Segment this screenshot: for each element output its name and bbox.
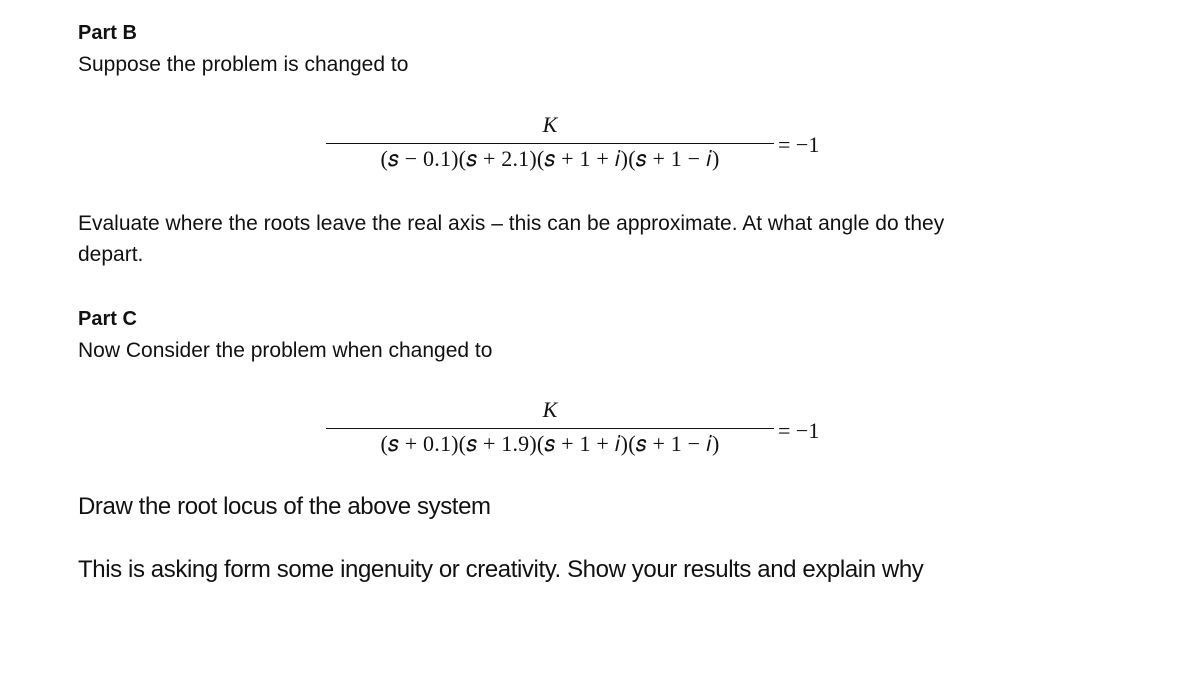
part-c-intro: Now Consider the problem when changed to <box>78 339 493 362</box>
part-b-heading: Part B <box>78 22 137 44</box>
part-b-question-line2: depart. <box>78 243 144 266</box>
part-b-equation-rhs-wrap <box>778 132 848 162</box>
part-b-intro: Suppose the problem is changed to <box>78 53 409 76</box>
part-c-equation-rhs: = −1 <box>778 418 820 443</box>
part-b-fraction-bar <box>326 143 774 144</box>
part-c-denominator: (𝑠 + 0.1)(𝑠 + 1.9)(𝑠 + 1 + 𝑖)(𝑠 + 1 − 𝑖) <box>380 431 720 456</box>
part-c-fraction-bar <box>326 428 774 429</box>
part-b-equation <box>326 112 774 182</box>
part-c-numerator: K <box>542 397 558 422</box>
part-c-equation-rhs-wrap <box>778 418 848 448</box>
part-b-question-line1: Evaluate where the roots leave the real axis – this can be approximate. At what angle do they <box>78 212 945 235</box>
part-c-note: This is asking form some ingenuity or creativity. Show your results and explain why <box>78 556 924 583</box>
part-b-denominator: (𝑠 − 0.1)(𝑠 + 2.1)(𝑠 + 1 + 𝑖)(𝑠 + 1 − 𝑖) <box>380 146 720 171</box>
part-b-equation-rhs: = −1 <box>778 132 820 157</box>
part-b-numerator: K <box>542 112 558 137</box>
part-c-equation <box>326 397 774 467</box>
part-c-instruction: Draw the root locus of the above system <box>78 493 491 520</box>
part-c-heading: Part C <box>78 308 137 330</box>
